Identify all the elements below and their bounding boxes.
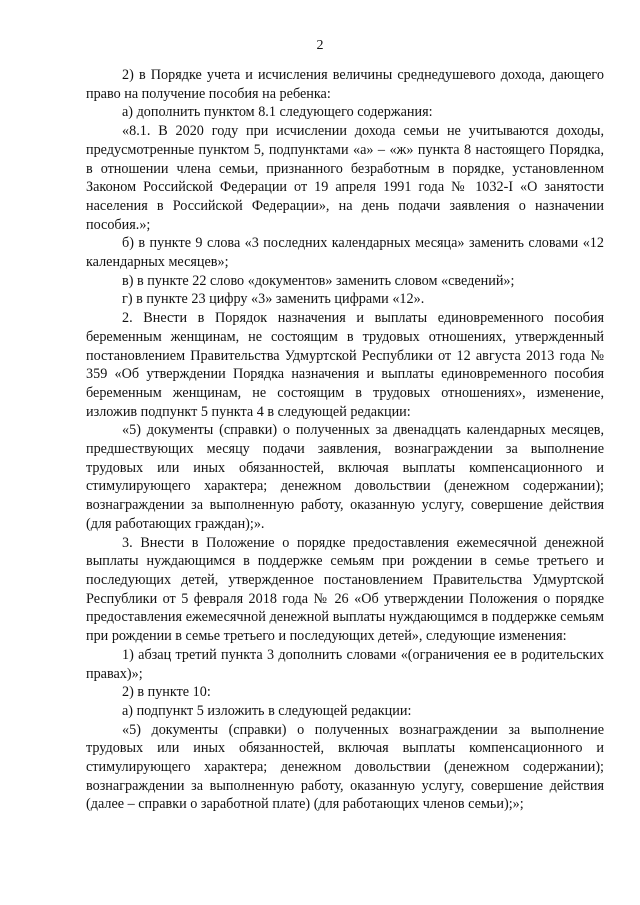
paragraph-2-intro: 2) в Порядке учета и исчисления величины среднедушевого дохода, дающего право на получение пособия на ребенка: xyxy=(86,67,604,102)
paragraph-section-2: 2. Внести в Порядок назначения и выплаты единовременного пособия беременным женщинам, не состоящим в трудовых отношениях, утвержденный постановлением Правительства Удмуртской Республики от 12 августа 2013 года № 359 «Об утверждении Порядка назначения и выплаты единовременного пособия беременным женщинам, не состоящим в трудовых отношениях», изменение, изложив подпункт 5 пункта 4 в следующей редакции: xyxy=(86,310,604,420)
paragraph-2a: а) дополнить пунктом 8.1 следующего содержания: xyxy=(122,104,433,121)
paragraph-3-2: 2) в пункте 10: xyxy=(122,684,211,701)
paragraph-2b: б) в пункте 9 слова «3 последних календарных месяца» заменить словами «12 календарных месяцев»; xyxy=(86,235,604,271)
page-number: 2 xyxy=(316,38,324,53)
document-body xyxy=(86,66,604,814)
paragraph-section-2-quote: «5) документы (справки) о полученных за двенадцать календарных месяцев, предшествующих месяцу подачи заявления, вознаграждении за выполнение трудовых или иных обязанностей, включая выплаты компенсационного и стимулирующего характера; денежном довольствии (денежном содержании); вознаграждении за выполненную работу, оказанную услугу, совершение действия (для работающих граждан);». xyxy=(86,422,604,532)
paragraph-3-2a-quote: «5) документы (справки) о полученных вознаграждении за выполнение трудовых или иных обязанностей, включая выплаты компенсационного и стимулирующего характера; денежном довольствии (денежном содержании); вознаграждении за выполненную работу, оказанную услугу, совершение действия (далее – справки о заработной плате) (для работающих членов семьи);»; xyxy=(86,721,604,813)
paragraph-section-3: 3. Внести в Положение о порядке предоставления ежемесячной денежной выплаты нуждающимся в поддержке семьям при рождении в семье третьего и последующих детей, утвержденное постановлением Правительства Удмуртской Республики от 5 февраля 2018 года № 26 «Об утверждении Положения о порядке предоставления ежемесячной денежной выплаты нуждающимся в поддержке семьям при рождении в семье третьего и последующих детей», следующие изменения: xyxy=(86,534,604,645)
paragraph-2v: в) в пункте 22 слово «документов» заменить словом «сведений»; xyxy=(122,272,515,289)
paragraph-2g: г) в пункте 23 цифру «3» заменить цифрами «12». xyxy=(122,291,425,308)
paragraph-3-2a: а) подпункт 5 изложить в следующей редакции: xyxy=(122,702,412,719)
paragraph-3-1: 1) абзац третий пункта 3 дополнить словами «(ограничения ее в родительских правах)»; xyxy=(86,646,604,682)
paragraph-8-1-text: «8.1. В 2020 году при исчислении дохода семьи не учитываются доходы, предусмотренные пунктом 5, подпунктами «а» – «ж» пункта 8 настоящего Порядка, в отношении члена семьи, признанного безработным в порядке, установленном Законом Российской Федерации от 19 апреля 1991 года № 1032-I «О занятости населения в Российской Федерации», на день подачи заявления о назначении пособия.»; xyxy=(86,123,604,233)
